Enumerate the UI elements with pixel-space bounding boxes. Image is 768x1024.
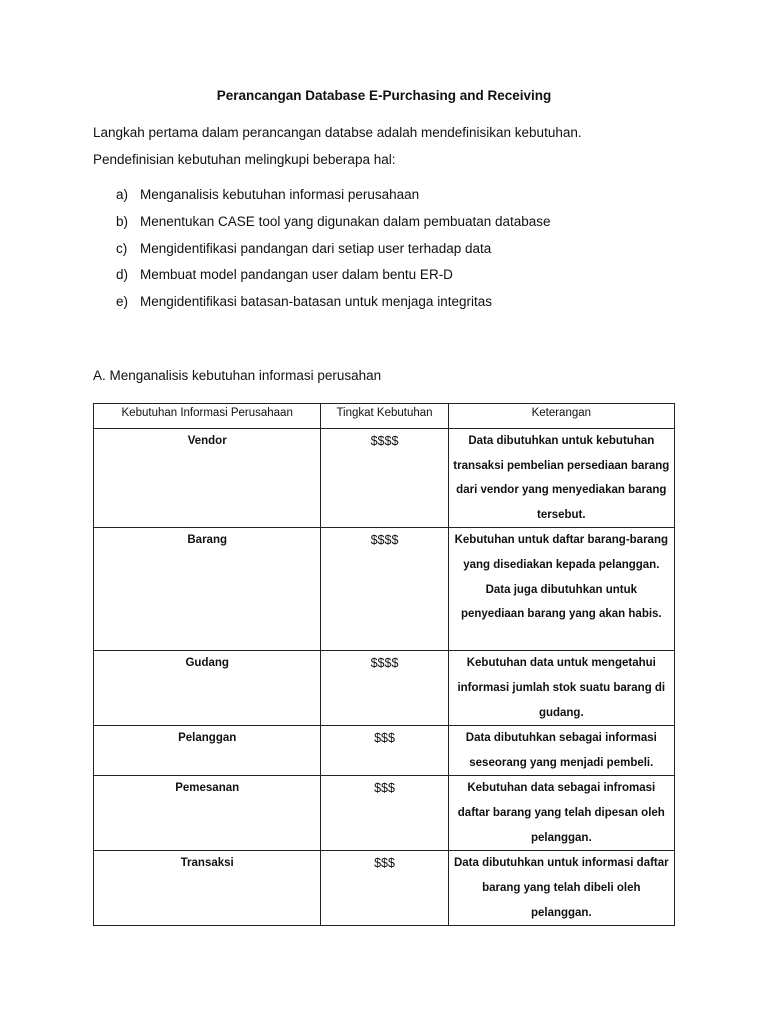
table-row [94, 528, 675, 651]
cell-item: Barang [94, 528, 321, 651]
cell-level: $$$$ [321, 429, 448, 528]
document-title: Perancangan Database E-Purchasing and Receiving [216, 88, 552, 103]
list-item [116, 214, 551, 241]
intro-paragraph-line-1: Langkah pertama dalam perancangan databse adalah mendefinisikan kebutuhan. [93, 125, 582, 140]
list-marker: b) [116, 213, 129, 229]
list-item [116, 267, 551, 294]
cell-note: Kebutuhan data untuk mengetahui informasi jumlah stok suatu barang di gudang. [448, 651, 674, 726]
list-marker: c) [116, 240, 128, 256]
list-item-text: Menentukan CASE tool yang digunakan dalam pembuatan database [140, 213, 551, 229]
cell-note: Kebutuhan data sebagai infromasi daftar barang yang telah dipesan oleh pelanggan. [448, 776, 674, 851]
list-item-text: Mengidentifikasi batasan-batasan untuk menjaga integritas [140, 294, 492, 310]
cell-level: $$$ [321, 726, 448, 776]
table-row [94, 726, 675, 776]
list-marker: a) [116, 187, 129, 202]
table-row [94, 651, 675, 726]
requirements-table [93, 403, 675, 926]
cell-note: Data dibutuhkan sebagai informasi seseorang yang menjadi pembeli. [448, 726, 674, 776]
table-header-row [94, 404, 675, 429]
column-header-note: Keterangan [448, 404, 674, 429]
cell-note: Data dibutuhkan untuk kebutuhan transaksi pembelian persediaan barang dari vendor yang menyediakan barang tersebut. [448, 429, 674, 528]
table-row [94, 851, 675, 926]
column-header-level: Tingkat Kebutuhan [321, 404, 448, 429]
list-marker: e) [116, 294, 129, 310]
cell-item: Pelanggan [94, 726, 321, 776]
cell-level: $$$ [321, 851, 448, 926]
section-heading: A. Menganalisis kebutuhan informasi perusahan [93, 368, 382, 383]
cell-level: $$$$ [321, 651, 448, 726]
list-item-text: Mengidentifikasi pandangan dari setiap user terhadap data [140, 240, 492, 256]
cell-note: Kebutuhan untuk daftar barang-barang yang disediakan kepada pelanggan. Data juga dibutuhkan untuk penyediaan barang yang akan habis. [448, 528, 674, 651]
requirements-list [116, 187, 551, 321]
intro-paragraph-line-2: Pendefinisian kebutuhan melingkupi beberapa hal: [93, 152, 396, 167]
cell-note: Data dibutuhkan untuk informasi daftar barang yang telah dibeli oleh pelanggan. [448, 851, 674, 926]
table-row [94, 776, 675, 851]
list-marker: d) [116, 267, 129, 283]
cell-item: Transaksi [94, 851, 321, 926]
list-item-text: Menganalisis kebutuhan informasi perusahaan [140, 187, 420, 202]
cell-level: $$$$ [321, 528, 448, 651]
table-row [94, 429, 675, 528]
list-item [116, 187, 551, 214]
cell-item: Pemesanan [94, 776, 321, 851]
list-item [116, 294, 551, 321]
cell-item: Vendor [94, 429, 321, 528]
cell-item: Gudang [94, 651, 321, 726]
list-item [116, 241, 551, 268]
list-item-text: Membuat model pandangan user dalam bentu ER-D [140, 267, 453, 283]
cell-level: $$$ [321, 776, 448, 851]
column-header-need: Kebutuhan Informasi Perusahaan [94, 404, 321, 429]
